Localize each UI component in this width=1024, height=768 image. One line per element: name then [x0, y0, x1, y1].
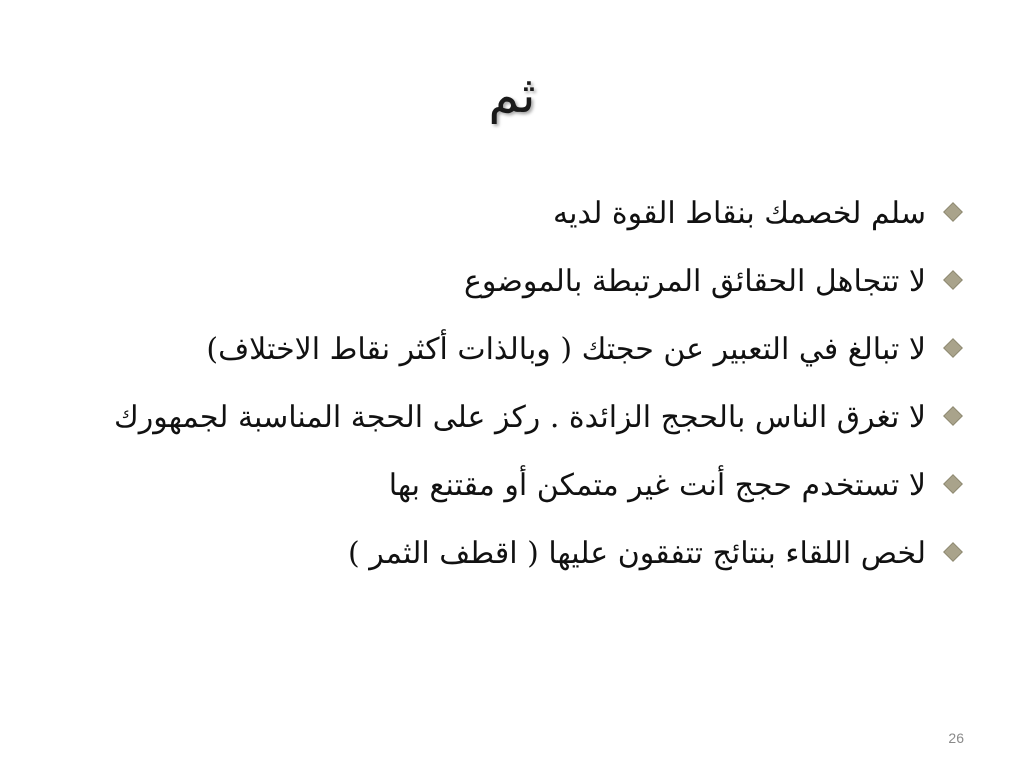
diamond-bullet-icon	[943, 270, 963, 290]
diamond-bullet-icon	[943, 406, 963, 426]
bullet-text: لا تستخدم حجج أنت غير متمكن أو مقتنع بها	[388, 468, 926, 503]
diamond-bullet-icon	[943, 202, 963, 222]
list-item	[100, 392, 962, 444]
diamond-bullet-icon	[943, 338, 963, 358]
slide-title: ثم	[488, 66, 536, 124]
bullet-list	[100, 188, 962, 596]
slide-number: 26	[948, 730, 964, 746]
bullet-text: سلم لخصمك بنقاط القوة لديه	[553, 196, 926, 231]
list-item	[100, 528, 962, 580]
list-item	[100, 188, 962, 240]
bullet-text: لا تغرق الناس بالحجج الزائدة . ركز على الحجة المناسبة لجمهورك	[114, 400, 926, 435]
diamond-bullet-icon	[943, 542, 963, 562]
bullet-text: لخص اللقاء بنتائج تتفقون عليها ( اقطف الثمر )	[348, 536, 926, 571]
bullet-text: لا تبالغ في التعبير عن حجتك ( وبالذات أكثر نقاط الاختلاف)	[206, 332, 926, 367]
list-item	[100, 324, 962, 376]
list-item	[100, 256, 962, 308]
diamond-bullet-icon	[943, 474, 963, 494]
bullet-text: لا تتجاهل الحقائق المرتبطة بالموضوع	[463, 264, 926, 299]
list-item	[100, 460, 962, 512]
